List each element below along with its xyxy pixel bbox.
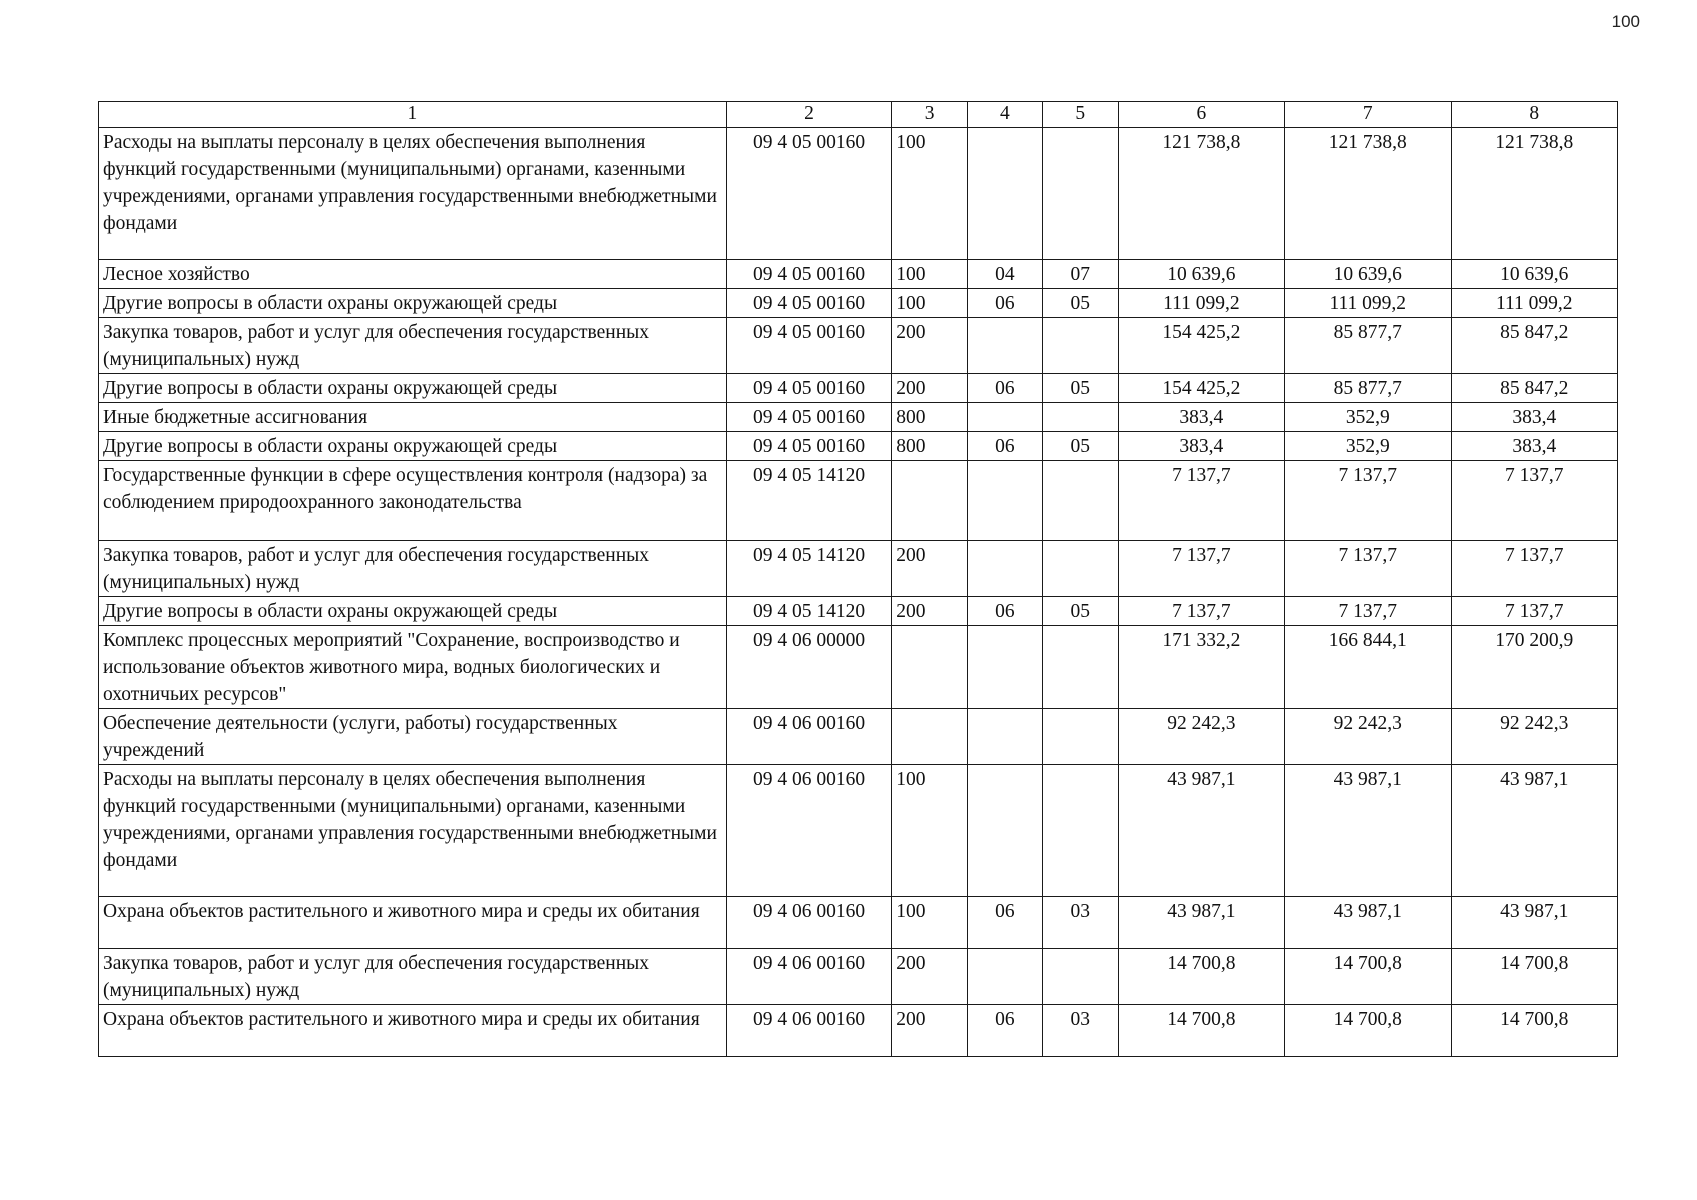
section-code: 04 <box>968 260 1043 289</box>
amount-col7: 14 700,8 <box>1285 1005 1451 1057</box>
amount-col8: 43 987,1 <box>1451 897 1618 949</box>
header-row <box>99 102 1618 128</box>
page-number: 100 <box>1611 12 1640 31</box>
target-article-code: 09 4 05 00160 <box>726 318 891 374</box>
table-row <box>99 765 1618 897</box>
row-name: Охрана объектов растительного и животного мира и среды их обитания <box>99 1005 727 1057</box>
expense-type-code: 100 <box>892 128 968 260</box>
table-row <box>99 289 1618 318</box>
target-article-code: 09 4 05 00160 <box>726 128 891 260</box>
amount-col6: 7 137,7 <box>1118 541 1284 597</box>
target-article-code: 09 4 05 00160 <box>726 432 891 461</box>
amount-col6: 14 700,8 <box>1118 1005 1284 1057</box>
amount-col8: 121 738,8 <box>1451 128 1618 260</box>
section-code: 06 <box>968 374 1043 403</box>
section-code: 06 <box>968 289 1043 318</box>
target-article-code: 09 4 05 00160 <box>726 289 891 318</box>
subsection-code <box>1042 709 1118 765</box>
header-cell: 6 <box>1118 102 1284 128</box>
section-code <box>968 318 1043 374</box>
amount-col7: 43 987,1 <box>1285 897 1451 949</box>
expense-type-code: 100 <box>892 289 968 318</box>
header-cell: 8 <box>1451 102 1618 128</box>
expense-type-code: 100 <box>892 260 968 289</box>
subsection-code: 03 <box>1042 897 1118 949</box>
subsection-code <box>1042 541 1118 597</box>
section-code <box>968 709 1043 765</box>
expense-type-code <box>892 461 968 541</box>
expense-type-code: 800 <box>892 432 968 461</box>
row-name: Обеспечение деятельности (услуги, работы) государственных учреждений <box>99 709 727 765</box>
amount-col7: 14 700,8 <box>1285 949 1451 1005</box>
target-article-code: 09 4 06 00160 <box>726 765 891 897</box>
amount-col6: 7 137,7 <box>1118 597 1284 626</box>
amount-col7: 111 099,2 <box>1285 289 1451 318</box>
subsection-code: 05 <box>1042 289 1118 318</box>
subsection-code: 05 <box>1042 432 1118 461</box>
header-cell: 4 <box>968 102 1043 128</box>
row-name: Иные бюджетные ассигнования <box>99 403 727 432</box>
table-row <box>99 897 1618 949</box>
expense-type-code: 200 <box>892 597 968 626</box>
amount-col7: 352,9 <box>1285 432 1451 461</box>
amount-col6: 171 332,2 <box>1118 626 1284 709</box>
expense-type-code: 800 <box>892 403 968 432</box>
amount-col8: 10 639,6 <box>1451 260 1618 289</box>
table-row <box>99 374 1618 403</box>
row-name: Расходы на выплаты персоналу в целях обеспечения выполнения функций государственными (муниципальными) органами, казенными учреждениями, органами управления государственными внебюджетными фондами <box>99 128 727 260</box>
amount-col6: 383,4 <box>1118 432 1284 461</box>
row-name: Комплекс процессных мероприятий "Сохранение, воспроизводство и использование объектов животного мира, водных биологических и охотничьих ресурсов" <box>99 626 727 709</box>
subsection-code: 05 <box>1042 374 1118 403</box>
row-name: Другие вопросы в области охраны окружающей среды <box>99 432 727 461</box>
table-row <box>99 597 1618 626</box>
amount-col8: 7 137,7 <box>1451 597 1618 626</box>
amount-col6: 43 987,1 <box>1118 897 1284 949</box>
amount-col6: 111 099,2 <box>1118 289 1284 318</box>
section-code <box>968 403 1043 432</box>
row-name: Государственные функции в сфере осуществления контроля (надзора) за соблюдением природоохранного законодательства <box>99 461 727 541</box>
target-article-code: 09 4 05 14120 <box>726 461 891 541</box>
amount-col7: 10 639,6 <box>1285 260 1451 289</box>
section-code <box>968 541 1043 597</box>
target-article-code: 09 4 06 00160 <box>726 709 891 765</box>
subsection-code: 07 <box>1042 260 1118 289</box>
amount-col6: 43 987,1 <box>1118 765 1284 897</box>
row-name: Другие вопросы в области охраны окружающей среды <box>99 289 727 318</box>
section-code <box>968 949 1043 1005</box>
expense-type-code: 100 <box>892 765 968 897</box>
amount-col7: 166 844,1 <box>1285 626 1451 709</box>
row-name: Другие вопросы в области охраны окружающей среды <box>99 374 727 403</box>
amount-col7: 7 137,7 <box>1285 597 1451 626</box>
expense-type-code <box>892 626 968 709</box>
target-article-code: 09 4 06 00160 <box>726 897 891 949</box>
amount-col8: 7 137,7 <box>1451 541 1618 597</box>
amount-col8: 383,4 <box>1451 403 1618 432</box>
table-row <box>99 461 1618 541</box>
section-code: 06 <box>968 1005 1043 1057</box>
subsection-code <box>1042 128 1118 260</box>
header-cell: 2 <box>726 102 891 128</box>
table-row <box>99 432 1618 461</box>
subsection-code <box>1042 626 1118 709</box>
amount-col6: 154 425,2 <box>1118 374 1284 403</box>
header-cell: 5 <box>1042 102 1118 128</box>
header-cell: 7 <box>1285 102 1451 128</box>
amount-col6: 121 738,8 <box>1118 128 1284 260</box>
subsection-code <box>1042 765 1118 897</box>
amount-col8: 14 700,8 <box>1451 1005 1618 1057</box>
row-name: Расходы на выплаты персоналу в целях обеспечения выполнения функций государственными (муниципальными) органами, казенными учреждениями, органами управления государственными внебюджетными фондами <box>99 765 727 897</box>
row-name: Другие вопросы в области охраны окружающей среды <box>99 597 727 626</box>
amount-col7: 85 877,7 <box>1285 374 1451 403</box>
amount-col6: 7 137,7 <box>1118 461 1284 541</box>
table-row <box>99 541 1618 597</box>
amount-col6: 14 700,8 <box>1118 949 1284 1005</box>
amount-col8: 111 099,2 <box>1451 289 1618 318</box>
amount-col8: 85 847,2 <box>1451 374 1618 403</box>
budget-table <box>98 101 1618 1057</box>
amount-col7: 352,9 <box>1285 403 1451 432</box>
expense-type-code: 200 <box>892 541 968 597</box>
amount-col8: 170 200,9 <box>1451 626 1618 709</box>
target-article-code: 09 4 05 14120 <box>726 541 891 597</box>
section-code: 06 <box>968 597 1043 626</box>
amount-col7: 121 738,8 <box>1285 128 1451 260</box>
target-article-code: 09 4 05 00160 <box>726 403 891 432</box>
table-row <box>99 260 1618 289</box>
amount-col8: 14 700,8 <box>1451 949 1618 1005</box>
section-code: 06 <box>968 432 1043 461</box>
section-code <box>968 765 1043 897</box>
target-article-code: 09 4 05 00160 <box>726 260 891 289</box>
section-code <box>968 626 1043 709</box>
row-name: Закупка товаров, работ и услуг для обеспечения государственных (муниципальных) нужд <box>99 318 727 374</box>
expense-type-code: 200 <box>892 949 968 1005</box>
amount-col6: 10 639,6 <box>1118 260 1284 289</box>
subsection-code <box>1042 318 1118 374</box>
subsection-code: 05 <box>1042 597 1118 626</box>
table-row <box>99 626 1618 709</box>
expense-type-code: 200 <box>892 1005 968 1057</box>
expense-type-code: 200 <box>892 374 968 403</box>
section-code <box>968 128 1043 260</box>
amount-col8: 85 847,2 <box>1451 318 1618 374</box>
amount-col7: 43 987,1 <box>1285 765 1451 897</box>
table-row <box>99 1005 1618 1057</box>
expense-type-code: 100 <box>892 897 968 949</box>
amount-col8: 92 242,3 <box>1451 709 1618 765</box>
target-article-code: 09 4 06 00160 <box>726 1005 891 1057</box>
section-code <box>968 461 1043 541</box>
header-cell: 1 <box>99 102 727 128</box>
subsection-code <box>1042 403 1118 432</box>
amount-col8: 383,4 <box>1451 432 1618 461</box>
row-name: Закупка товаров, работ и услуг для обеспечения государственных (муниципальных) нужд <box>99 949 727 1005</box>
amount-col6: 383,4 <box>1118 403 1284 432</box>
amount-col6: 154 425,2 <box>1118 318 1284 374</box>
amount-col7: 7 137,7 <box>1285 541 1451 597</box>
target-article-code: 09 4 06 00160 <box>726 949 891 1005</box>
header-cell: 3 <box>892 102 968 128</box>
subsection-code <box>1042 949 1118 1005</box>
amount-col8: 43 987,1 <box>1451 765 1618 897</box>
row-name: Закупка товаров, работ и услуг для обеспечения государственных (муниципальных) нужд <box>99 541 727 597</box>
row-name: Лесное хозяйство <box>99 260 727 289</box>
target-article-code: 09 4 06 00000 <box>726 626 891 709</box>
target-article-code: 09 4 05 00160 <box>726 374 891 403</box>
subsection-code <box>1042 461 1118 541</box>
table-row <box>99 949 1618 1005</box>
amount-col6: 92 242,3 <box>1118 709 1284 765</box>
expense-type-code <box>892 709 968 765</box>
amount-col8: 7 137,7 <box>1451 461 1618 541</box>
target-article-code: 09 4 05 14120 <box>726 597 891 626</box>
section-code: 06 <box>968 897 1043 949</box>
table-row <box>99 403 1618 432</box>
subsection-code: 03 <box>1042 1005 1118 1057</box>
expense-type-code: 200 <box>892 318 968 374</box>
row-name: Охрана объектов растительного и животного мира и среды их обитания <box>99 897 727 949</box>
amount-col7: 85 877,7 <box>1285 318 1451 374</box>
table-row <box>99 128 1618 260</box>
amount-col7: 92 242,3 <box>1285 709 1451 765</box>
table-row <box>99 709 1618 765</box>
amount-col7: 7 137,7 <box>1285 461 1451 541</box>
table-row <box>99 318 1618 374</box>
